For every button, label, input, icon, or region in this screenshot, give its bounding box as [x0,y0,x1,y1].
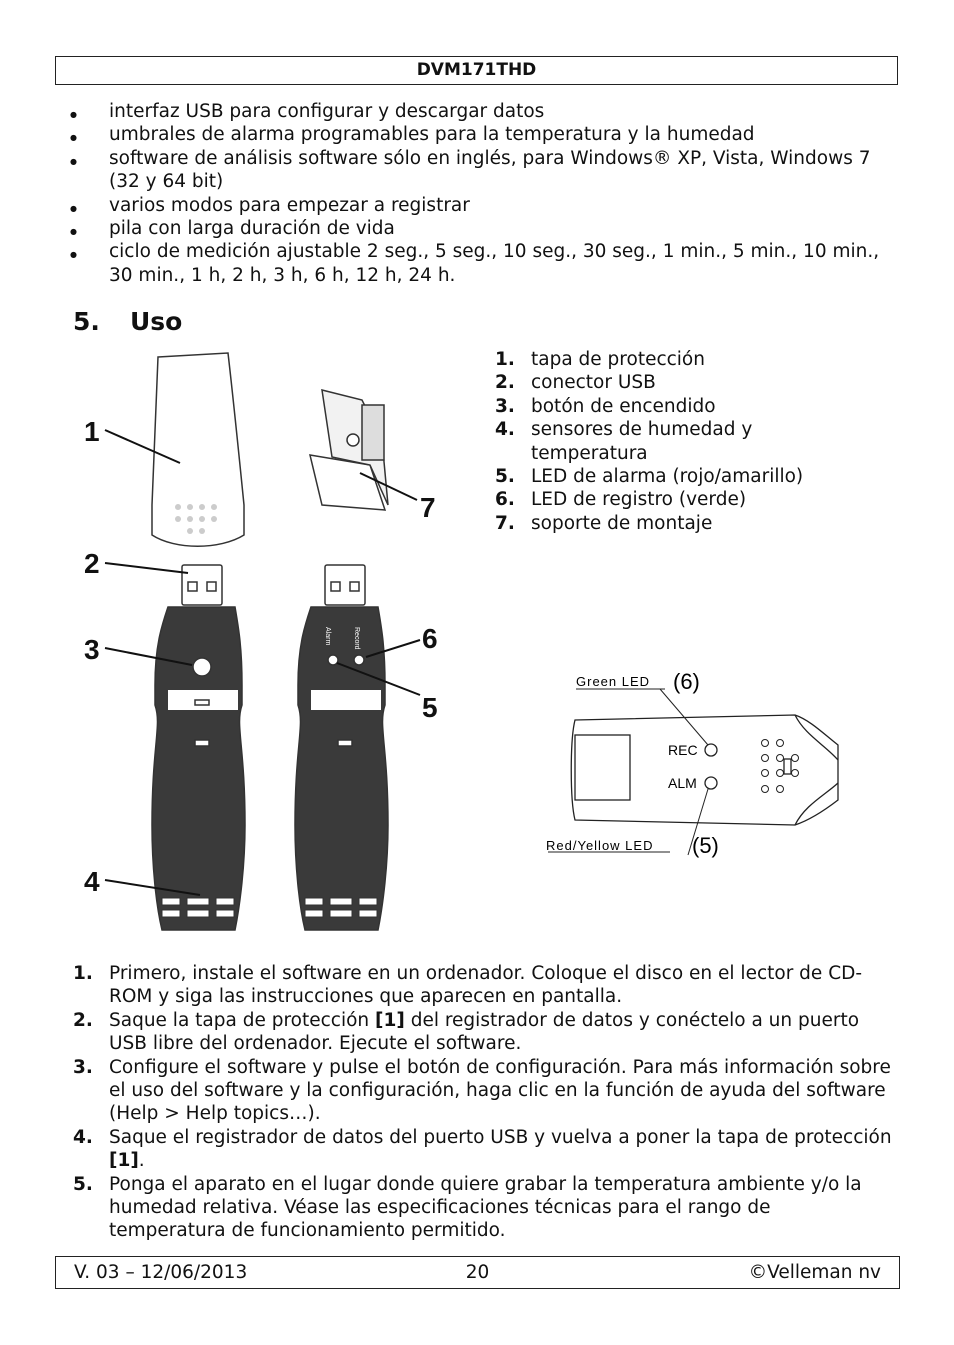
logger-left [152,607,245,930]
step-number: 1. [73,963,93,984]
feature-item: ● umbrales de alarma programables para la temperatura y la humedad [70,123,900,146]
page-footer [55,1256,900,1289]
step-number: 4. [73,1126,93,1148]
step-reference: [1] [375,1009,405,1031]
step-text: Ponga el aparato en el lugar donde quiere grabar la temperatura ambiente y/o la humedad relativa. Véase las especificaciones técnicas para el rango de temperatura de funcionamiento permitido. [109,1173,862,1242]
step-number: 3. [73,1056,93,1078]
usage-step [73,1126,893,1173]
part-item: 7. soporte de montaje [495,512,713,534]
power-button [193,658,211,676]
usage-step [73,1056,893,1126]
step-reference: [1] [109,1150,139,1172]
step-text: del registrador de datos y conéctelo a un puerto USB libre del ordenador. Ejecute el software. [109,1009,860,1055]
record-led [354,655,364,665]
part-item: 5. LED de alarma (rojo/amarillo) [495,466,804,488]
step-number: 2. [73,1009,93,1031]
step-text: Primero, instale el software en un ordenador. Coloque el disco en el lector de CD-ROM y siga las instrucciones que aparecen en pantalla. [109,963,863,1008]
alarm-led [328,655,338,665]
section-number: 5. [73,307,100,336]
record-label: Record [353,627,360,650]
callout-6: 6 [422,623,438,654]
section-title: Uso [130,307,183,336]
part-item: 4. sensores de humedad y temperatura [495,419,753,464]
part-item: 1. tapa de protección [495,349,705,370]
feature-item: ● ciclo de medición ajustable 2 seg., 5 seg., 10 seg., 30 seg., 1 min., 5 min., 10 min., 30 min., 1 h, 2 h, 3 h, 6 h, 12 h, 24 h. [70,240,900,287]
step-text: Saque el registrador de datos del puerto USB y vuelva a poner la tapa de protección [109,1126,892,1148]
feature-list [70,100,900,287]
footer-version: V. 03 – 12/06/2013 [74,1262,248,1283]
feature-item: ● varios modos para empezar a registrar [70,194,900,217]
part-item: 3. botón de encendido [495,395,716,417]
part-item: 2. conector USB [495,372,656,394]
step-text: Configure el software y pulse el botón de configuración. Para más información sobre el uso del software y la configuración, haga clic en la función de ayuda del software (Help > Help topics…). [109,1056,891,1125]
feature-item: ● interfaz USB para configurar y descargar datos [70,100,900,123]
footer-page-number: 20 [465,1262,490,1283]
rec-label: REC [668,742,698,758]
device-illustration [70,345,460,945]
footer-copyright: ©Velleman nv [748,1262,881,1283]
step-text: . [138,1150,145,1172]
led-detail-diagram [540,665,840,865]
green-led-number: (6) [673,669,700,694]
usage-steps [73,962,893,1243]
model-title: DVM171THD [416,60,537,80]
section-heading [73,307,182,336]
step-number: 5. [73,1173,93,1195]
part-item: 6. LED de registro (verde) [495,489,747,511]
callout-4: 4 [84,866,100,897]
usage-step [73,1173,893,1243]
feature-item: ● software de análisis software sólo en inglés, para Windows® XP, Vista, Windows 7 (32 y 64 bit) [70,147,900,194]
red-led-label: Red/Yellow LED [546,838,654,853]
callout-3: 3 [84,634,100,665]
usage-step [73,1009,893,1056]
parts-list [495,348,855,535]
callout-1: 1 [84,416,100,447]
red-led-number: (5) [692,833,719,858]
feature-item: ● pila con larga duración de vida [70,217,900,240]
protective-cap [152,353,244,546]
green-led-label: Green LED [576,674,651,689]
callout-7: 7 [420,492,436,523]
callout-5: 5 [422,692,438,723]
callout-2: 2 [84,548,100,579]
step-text: Saque la tapa de protección [109,1009,376,1031]
usage-step [73,962,893,1009]
page-header [55,56,898,85]
alm-label: ALM [668,775,697,791]
alarm-label: Alarm [324,627,331,646]
